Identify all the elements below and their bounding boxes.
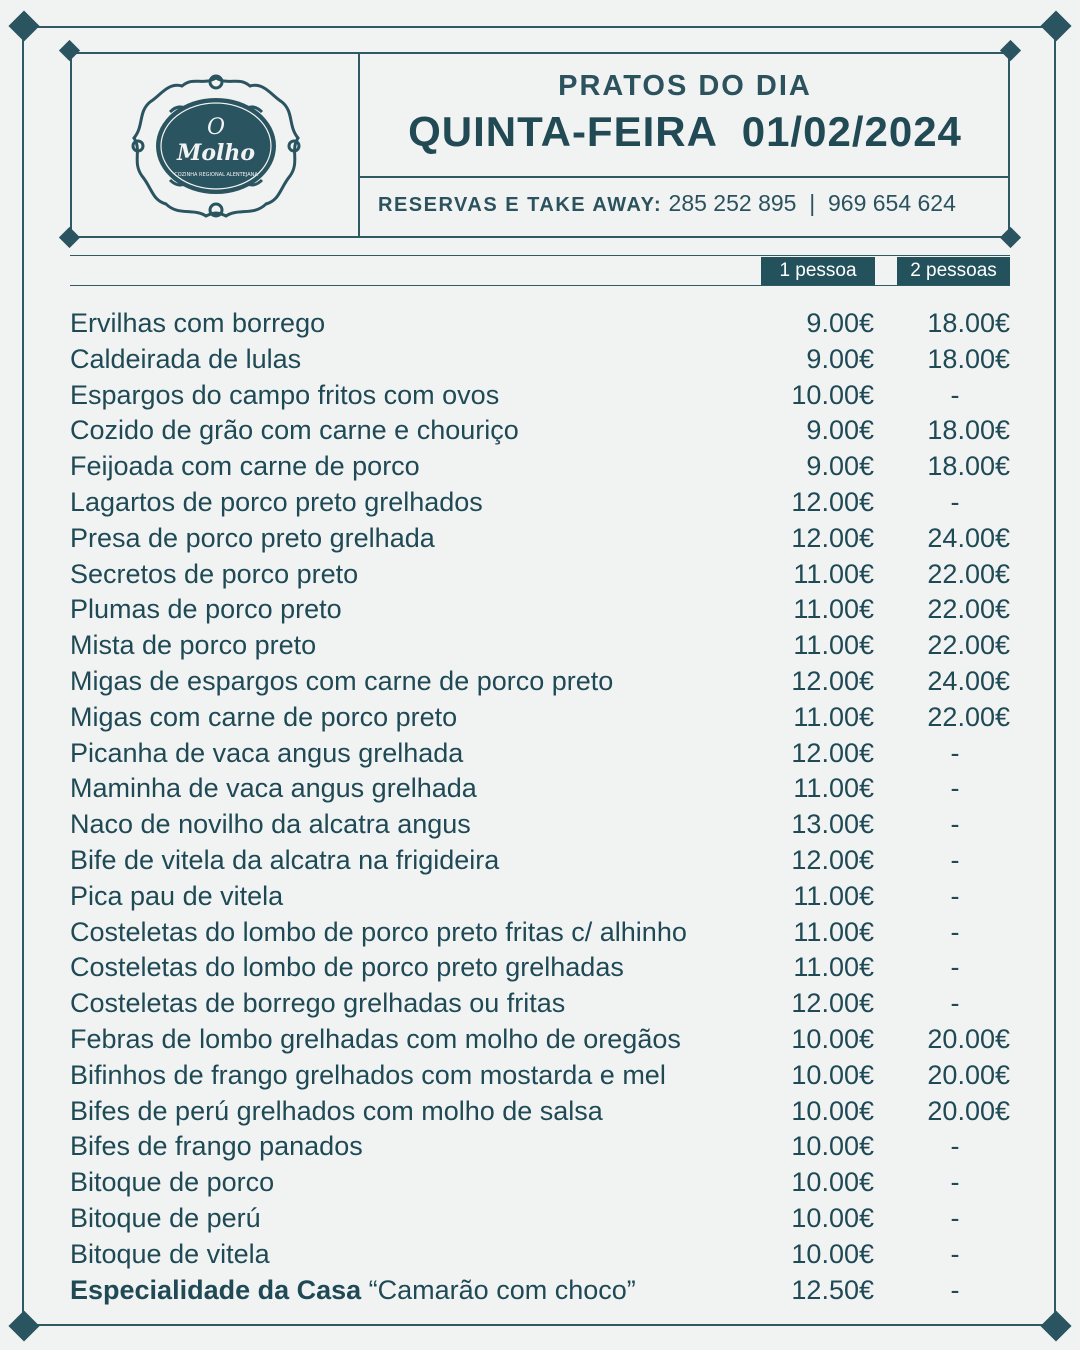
dish-name: Migas de espargos com carne de porco preto bbox=[70, 665, 614, 696]
price-1-person: 11.00€ bbox=[793, 630, 874, 661]
dish-name: Presa de porco preto grelhada bbox=[70, 522, 435, 553]
reservations-label: RESERVAS E TAKE AWAY: bbox=[378, 194, 663, 216]
dish-name: Lagartos de porco preto grelhados bbox=[70, 486, 483, 517]
menu-item bbox=[70, 1022, 1010, 1058]
column-rule-bottom bbox=[70, 285, 1010, 286]
menu-item bbox=[70, 592, 1010, 628]
price-1-person: 11.00€ bbox=[793, 558, 874, 589]
price-1-person: 10.00€ bbox=[791, 1131, 874, 1162]
price-2-persons: - bbox=[950, 379, 960, 410]
menu-item bbox=[70, 1237, 1010, 1273]
price-1-person: 11.00€ bbox=[793, 916, 874, 947]
dish-name: Febras de lombo grelhadas com molho de oregãos bbox=[70, 1023, 681, 1054]
price-1-person: 11.00€ bbox=[793, 594, 874, 625]
menu-item bbox=[70, 342, 1010, 378]
price-1-person: 9.00€ bbox=[806, 415, 874, 446]
dish-name: Bifes de perú grelhados com molho de salsa bbox=[70, 1095, 603, 1126]
dish-name: Bife de vitela da alcatra na frigideira bbox=[70, 844, 500, 875]
dish-name: Costeletas do lombo de porco preto grelhadas bbox=[70, 952, 624, 983]
price-1-person: 11.00€ bbox=[793, 880, 874, 911]
menu-item bbox=[70, 1201, 1010, 1237]
menu-item bbox=[70, 378, 1010, 414]
menu-item bbox=[70, 771, 1010, 807]
price-1-person: 12.00€ bbox=[791, 665, 874, 696]
dish-name: Cozido de grão com carne e chouriço bbox=[70, 415, 519, 446]
dish-name: Feijoada com carne de porco bbox=[70, 451, 420, 482]
price-2-persons: 20.00€ bbox=[927, 1059, 1010, 1090]
reservations-line bbox=[378, 190, 956, 217]
menu-item bbox=[70, 950, 1010, 986]
price-2-persons: 22.00€ bbox=[927, 630, 1010, 661]
price-1-person: 10.00€ bbox=[791, 1023, 874, 1054]
price-2-persons: 18.00€ bbox=[927, 343, 1010, 374]
price-2-persons: - bbox=[950, 1275, 960, 1305]
dish-name: Caldeirada de lulas bbox=[70, 343, 302, 374]
menu-item bbox=[70, 1129, 1010, 1165]
header-divider bbox=[360, 176, 1010, 178]
price-2-persons: 24.00€ bbox=[927, 665, 1010, 696]
menu-item bbox=[70, 915, 1010, 951]
dish-name: Bitoque de porco bbox=[70, 1167, 275, 1198]
menu-item bbox=[70, 413, 1010, 449]
price-1-person: 12.50€ bbox=[791, 1275, 874, 1305]
menu-item bbox=[70, 521, 1010, 557]
logo-subtitle: COZINHA REGIONAL ALENTEJANA bbox=[174, 172, 258, 178]
price-2-persons: 18.00€ bbox=[927, 308, 1010, 338]
price-1-person: 10.00€ bbox=[791, 1238, 874, 1269]
dish-name: Bifes de frango panados bbox=[70, 1131, 363, 1162]
price-1-person: 12.00€ bbox=[791, 522, 874, 553]
dish-name: Mista de porco preto bbox=[70, 630, 317, 661]
logo-text: Molho bbox=[176, 140, 256, 166]
dish-name: Bifinhos de frango grelhados com mostarda e mel bbox=[70, 1059, 666, 1090]
dish-name: Secretos de porco preto bbox=[70, 558, 359, 589]
menu-item bbox=[70, 557, 1010, 593]
restaurant-logo bbox=[130, 72, 302, 220]
menu-item bbox=[70, 449, 1010, 485]
column-rule-top bbox=[70, 255, 1010, 256]
dish-name: Bitoque de perú bbox=[70, 1202, 261, 1233]
price-1-person: 10.00€ bbox=[791, 1059, 874, 1090]
price-2-persons: - bbox=[950, 1167, 960, 1198]
price-1-person: 12.00€ bbox=[791, 844, 874, 875]
price-2-persons: - bbox=[950, 1202, 960, 1233]
price-1-person: 12.00€ bbox=[791, 988, 874, 1019]
dish-name: Maminha de vaca angus grelhada bbox=[70, 773, 477, 804]
menu-item bbox=[70, 736, 1010, 772]
dish-name: Plumas de porco preto bbox=[70, 594, 342, 625]
price-1-person: 10.00€ bbox=[791, 1095, 874, 1126]
column-header-1-person: 1 pessoa bbox=[761, 257, 875, 285]
price-2-persons: 22.00€ bbox=[927, 558, 1010, 589]
menu-item bbox=[70, 1058, 1010, 1094]
price-2-persons: - bbox=[950, 916, 960, 947]
column-header-2-persons: 2 pessoas bbox=[897, 257, 1010, 285]
price-1-person: 11.00€ bbox=[793, 952, 874, 983]
price-2-persons: - bbox=[950, 773, 960, 804]
price-2-persons: - bbox=[950, 1238, 960, 1269]
price-2-persons: 20.00€ bbox=[927, 1023, 1010, 1054]
price-2-persons: - bbox=[950, 486, 960, 517]
price-2-persons: - bbox=[950, 988, 960, 1019]
price-2-persons: - bbox=[950, 737, 960, 768]
svg-text:O: O bbox=[206, 115, 226, 140]
price-2-persons: - bbox=[950, 844, 960, 875]
price-2-persons: - bbox=[950, 1131, 960, 1162]
menu-item bbox=[70, 1165, 1010, 1201]
menu-item bbox=[70, 986, 1010, 1022]
price-2-persons: 18.00€ bbox=[927, 451, 1010, 482]
dish-name: Bitoque de vitela bbox=[70, 1238, 270, 1269]
price-2-persons: - bbox=[950, 809, 960, 840]
dish-name: Migas com carne de porco preto bbox=[70, 701, 458, 732]
price-1-person: 13.00€ bbox=[791, 809, 874, 840]
menu-item bbox=[70, 485, 1010, 521]
price-1-person: 12.00€ bbox=[791, 486, 874, 517]
menu-item bbox=[70, 879, 1010, 915]
menu-item bbox=[70, 843, 1010, 879]
price-2-persons: 22.00€ bbox=[927, 701, 1010, 732]
dish-name: Ervilhas com borrego bbox=[70, 308, 326, 338]
dish-name: Picanha de vaca angus grelhada bbox=[70, 737, 464, 768]
dish-name: Costeletas de borrego grelhadas ou fritas bbox=[70, 988, 566, 1019]
price-2-persons: - bbox=[950, 952, 960, 983]
menu-item bbox=[70, 628, 1010, 664]
page-title: PRATOS DO DIA bbox=[558, 70, 812, 102]
dish-name: Naco de novilho da alcatra angus bbox=[70, 809, 471, 840]
price-2-persons: - bbox=[950, 880, 960, 911]
specialty-row bbox=[70, 1273, 1010, 1309]
price-1-person: 12.00€ bbox=[791, 737, 874, 768]
price-1-person: 10.00€ bbox=[791, 379, 874, 410]
phone-numbers: 285 252 895 | 969 654 624 bbox=[662, 190, 956, 216]
price-2-persons: 22.00€ bbox=[927, 594, 1010, 625]
price-2-persons: 20.00€ bbox=[927, 1095, 1010, 1126]
specialty-name: “Camarão com choco” bbox=[361, 1275, 636, 1305]
menu-item bbox=[70, 1094, 1010, 1130]
specialty-label: Especialidade da Casa bbox=[70, 1275, 362, 1305]
price-1-person: 11.00€ bbox=[793, 773, 874, 804]
price-1-person: 9.00€ bbox=[806, 308, 874, 338]
dish-name: Costeletas do lombo de porco preto fritas c/ alhinho bbox=[70, 916, 687, 947]
menu-item bbox=[70, 807, 1010, 843]
price-1-person: 9.00€ bbox=[806, 343, 874, 374]
dish-name: Espargos do campo fritos com ovos bbox=[70, 379, 500, 410]
menu-item bbox=[70, 700, 1010, 736]
price-1-person: 9.00€ bbox=[806, 451, 874, 482]
price-2-persons: 18.00€ bbox=[927, 415, 1010, 446]
date-line: QUINTA-FEIRA 01/02/2024 bbox=[408, 108, 962, 155]
price-1-person: 11.00€ bbox=[793, 701, 874, 732]
dish-name: Pica pau de vitela bbox=[70, 880, 284, 911]
menu-list bbox=[70, 306, 1010, 1273]
price-1-person: 10.00€ bbox=[791, 1202, 874, 1233]
menu-item bbox=[70, 664, 1010, 700]
price-1-person: 10.00€ bbox=[791, 1167, 874, 1198]
price-2-persons: 24.00€ bbox=[927, 522, 1010, 553]
menu-item bbox=[70, 306, 1010, 342]
